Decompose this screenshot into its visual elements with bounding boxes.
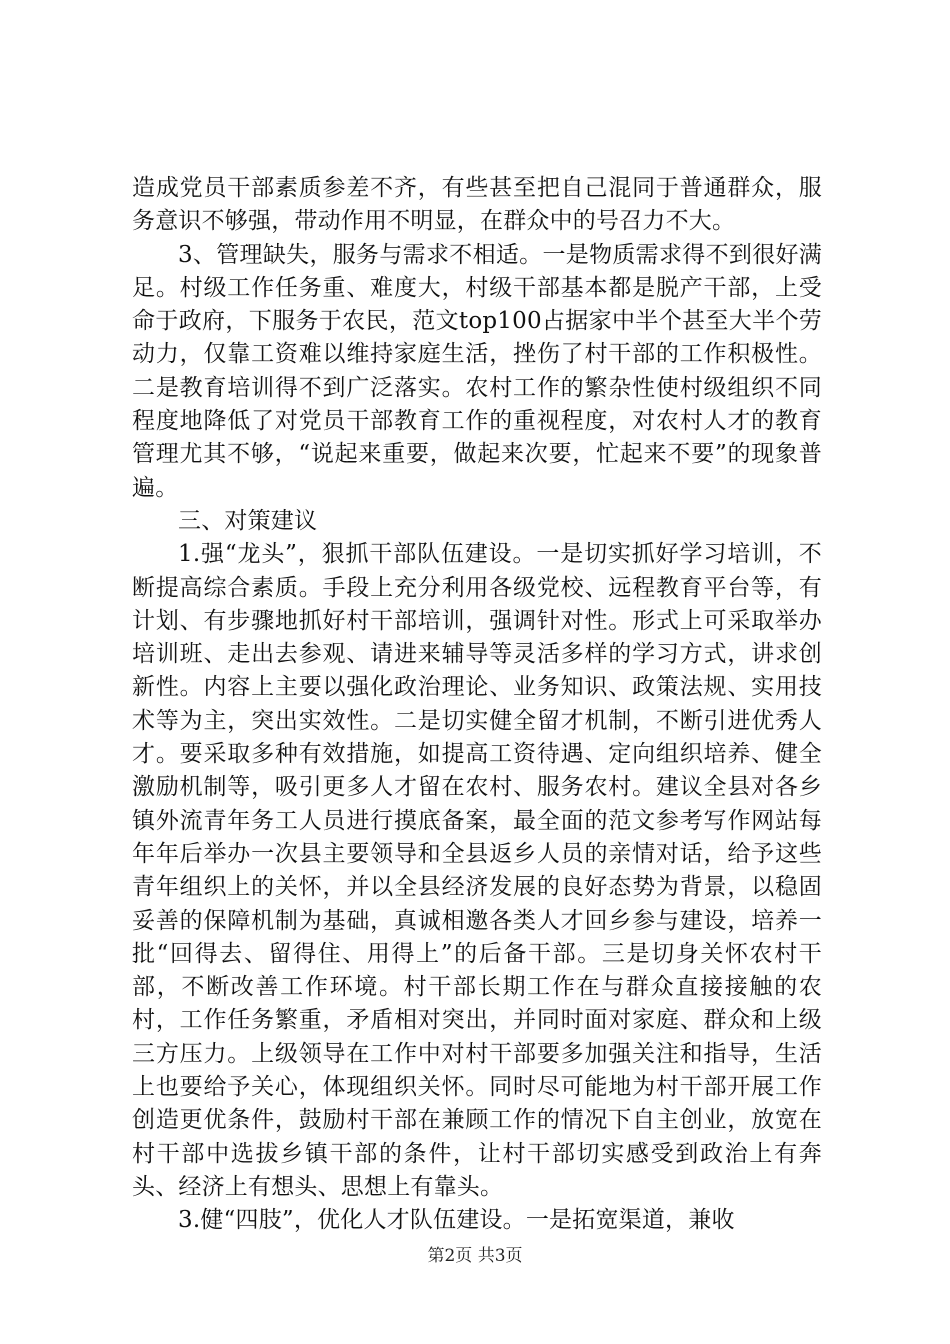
paragraph-cadre-building: 1.强“龙头”，狠抓干部队伍建设。一是切实抓好学习培训，不断提高综合素质。手段上充分利用各级党校、远程教育平台等，有计划、有步骤地抓好村干部培训，强调针对性。形式上可采取举办培训班、走出去参观、请进来辅导等灵活多样的学习方式，讲求创新性。内容上主要以强化政治理论、业务知识、政策法规、实用技术等为主，突出实效性。二是切实健全留才机制，不断引进优秀人才。要采取多种有效措施，如提高工资待遇、定向组织培养、健全激励机制等，吸引更多人才留在农村、服务农村。建议全县对各乡镇外流青年务工人员进行摸底备案，最全面的范文参考写作网站每年年后举办一次县主要领导和全县返乡人员的亲情对话，给予这些青年组织上的关怀，并以全县经济发展的良好态势为背景，以稳固妥善的保障机制为基础，真诚相邀各类人才回乡参与建设，培养一批“回得去、留得住、用得上”的后备干部。三是切身关怀农村干部，不断改善工作环境。村干部长期工作在与群众直接接触的农村，工作任务繁重，矛盾相对突出，并同时面对家庭、群众和上级三方压力。上级领导在工作中对村干部要多加强关注和指导，生活上也要给予关心，体现组织关怀。同时尽可能地为村干部开展工作创造更优条件，鼓励村干部在兼顾工作的情况下自主创业，放宽在村干部中选拔乡镇干部的条件，让村干部切实感受到政治上有奔头、经济上有想头、思想上有靠头。 (132, 541, 822, 1200)
paragraph-talent-team: 3.健“四肢”，优化人才队伍建设。一是拓宽渠道，兼收 (178, 1207, 735, 1234)
paragraph-management-gap: 3、管理缺失，服务与需求不相适。一是物质需求得不到很好满足。村级工作任务重、难度大，村级干部基本都是脱产干部，上受命于政府，下服务于农民，范文top100占据家中半个甚至大半个劳动力，仅靠工资难以维持家庭生活，挫伤了村干部的工作积极性。二是教育培训得不到广泛落实。农村工作的繁杂性使村级组织不同程度地降低了对党员干部教育工作的重视程度，对农村人才的教育管理尤其不够，“说起来重要，做起来次要，忙起来不要”的现象普遍。 (132, 241, 822, 501)
paragraph-continuation: 造成党员干部素质参差不齐，有些甚至把自己混同于普通群众，服务意识不够强，带动作用不明显，在群众中的号召力不大。 (132, 175, 822, 235)
page-footer: 第2页 共3页 (427, 1246, 523, 1266)
section-heading-countermeasures: 三、对策建议 (178, 507, 318, 534)
document-body (132, 172, 822, 1238)
